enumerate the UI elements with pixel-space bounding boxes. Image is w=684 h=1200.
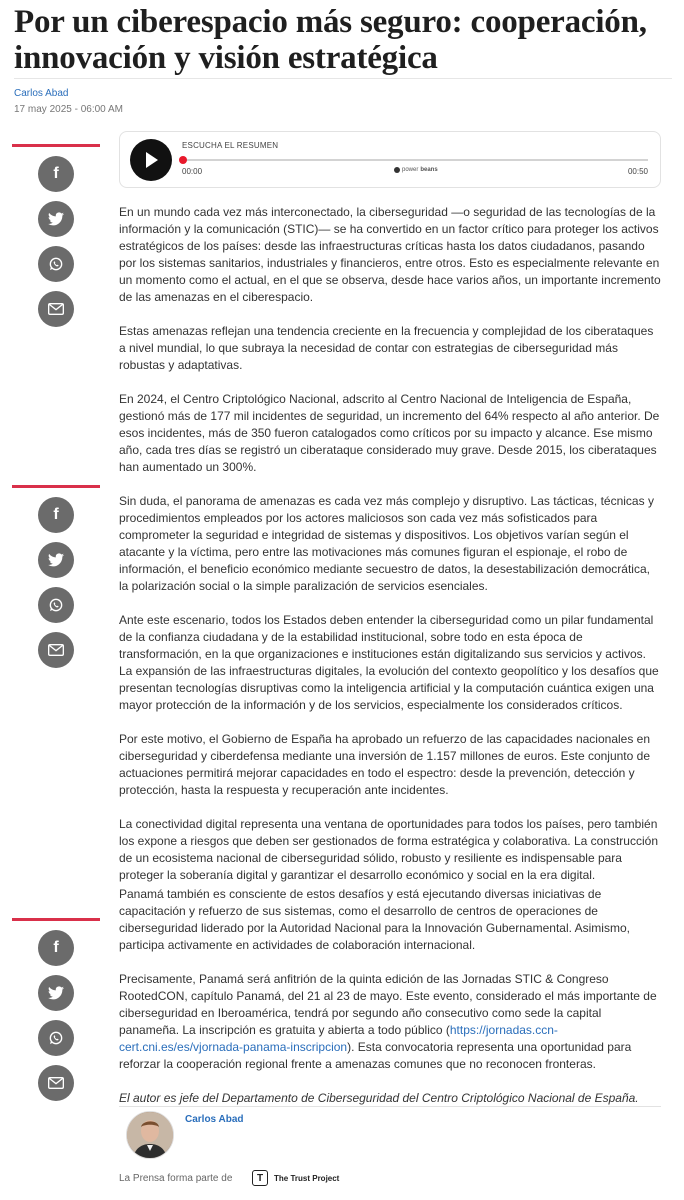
powerbeans-logo-icon — [394, 167, 400, 173]
progress-track[interactable] — [182, 159, 648, 161]
author-photo-icon — [127, 1112, 173, 1158]
article-paragraph: Ante este escenario, todos los Estados deben entender la ciberseguridad como un pilar fundamental de la confianza ciudadana y de la estabilidad institucional, sobre todo en esta época de transformación, en la que organizaciones e instituciones están digitalizando sus servicios y activos. La expansión de las infraestructuras digitales, la evolución del contexto geopolítico y los desafíos que presentan tecnologías disruptivas como la inteligencia artificial y la computación cuántica exigen una mayor protección de la información y de los servicios, especialmente los considerados críticos. — [119, 613, 659, 712]
title-divider — [14, 78, 672, 79]
whatsapp-icon — [48, 597, 64, 613]
twitter-icon — [48, 212, 64, 226]
article-paragraph — [119, 971, 661, 1073]
share-divider — [12, 144, 100, 147]
share-divider — [12, 918, 100, 921]
email-share-button[interactable] — [38, 632, 74, 668]
email-icon — [48, 1077, 64, 1089]
whatsapp-share-button[interactable] — [38, 1020, 74, 1056]
share-bar — [12, 144, 100, 327]
audio-player — [119, 131, 661, 188]
trust-project-link[interactable] — [252, 1170, 339, 1186]
progress-knob[interactable] — [179, 156, 187, 164]
share-divider — [12, 485, 100, 488]
article-body — [119, 204, 661, 1107]
whatsapp-icon — [48, 256, 64, 272]
powered-brand: beans — [420, 167, 438, 173]
twitter-icon — [48, 553, 64, 567]
play-button[interactable] — [130, 139, 172, 181]
bio-divider — [119, 1106, 661, 1107]
facebook-share-button[interactable] — [38, 156, 74, 192]
twitter-share-button[interactable] — [38, 542, 74, 578]
email-icon — [48, 644, 64, 656]
play-icon — [143, 151, 159, 169]
article-paragraph: En un mundo cada vez más interconectado, la ciberseguridad —o seguridad de las tecnologías de la información y la comunicación (STIC)— se ha convertido en un factor crítico para proteger los activos estratégicos de los países: desde las infraestructuras críticas hasta los datos ciudadanos, pasando por los sistemas sanitarios, industriales y financieros, entre otros. Esto es especialmente relevante en un momento como el actual, en el que se observa, desde hace varios años, un importante incremento de las amenazas en el ciberespacio. — [119, 205, 661, 304]
footer-text: La Prensa forma parte de — [119, 1173, 233, 1184]
twitter-share-button[interactable] — [38, 201, 74, 237]
whatsapp-share-button[interactable] — [38, 587, 74, 623]
article-paragraph: Panamá también es consciente de estos desafíos y está ejecutando diversas iniciativas de capacitación y refuerzo de sus sistemas, como el desarrollo de centros de operaciones de ciberseguridad liderado por la Autoridad Nacional para la Innovación Gubernamental. Asimismo, participa activamente en actividades de colaboración internacional. — [119, 887, 630, 952]
article-paragraph: Estas amenazas reflejan una tendencia creciente en la frecuencia y complejidad de los ciberataques a nivel mundial, lo que subraya la necesidad de contar con estrategias de ciberseguridad más robustas y adaptativas. — [119, 324, 654, 372]
twitter-share-button[interactable] — [38, 975, 74, 1011]
player-label: ESCUCHA EL RESUMEN — [182, 141, 279, 150]
total-time: 00:50 — [627, 167, 648, 176]
page-title: Por un ciberespacio más seguro: cooperación, innovación y visión estratégica — [14, 4, 647, 76]
email-share-button[interactable] — [38, 291, 74, 327]
article-paragraph: Por este motivo, el Gobierno de España ha aprobado un refuerzo de las capacidades nacionales en ciberseguridad y ciberdefensa mediante una inversión de 1.157 millones de euros. Este conjunto de actuaciones permitirá mejorar capacidades en todo el espectro: desde la prevención, detección y protección, hasta la respuesta y recuperación ante incidentes. — [119, 732, 651, 797]
trust-project-name: The Trust Project — [274, 1173, 340, 1183]
share-bar — [12, 918, 100, 1101]
author-link[interactable]: Carlos Abad — [14, 88, 69, 99]
email-icon — [48, 303, 64, 315]
facebook-icon: f — [53, 165, 59, 182]
trust-project-logo-icon: T — [252, 1170, 268, 1186]
paragraph-text: Precisamente, Panamá será anfitrión de la quinta edición de las Jornadas STIC & Congreso RootedCON, capítulo Panamá, del 21 al 23 de mayo. Este evento, considerado el más importante de ciberseguridad en Iberoamérica, tendrá por segundo año consecutivo como sede la capital panameña. La inscripción es gratuita y abierta a todo público ( — [119, 972, 657, 1037]
avatar[interactable] — [126, 1111, 174, 1159]
whatsapp-share-button[interactable] — [38, 246, 74, 282]
article-paragraph: Sin duda, el panorama de amenazas es cada vez más complejo y disruptivo. Las tácticas, técnicas y procedimientos empleados por los actores maliciosos son cada vez más sofisticados para comprometer la seguridad e integridad de sistemas y dispositivos. Los objetivos varían según el atacante y la víctima, pero entre las motivaciones más comunes figuran el espionaje, el robo de información, el beneficio económico mediante secuestro de datos, la desestabilización democrática, la polarización social o la simple paralización de servicios esenciales. — [119, 494, 654, 593]
facebook-share-button[interactable] — [38, 930, 74, 966]
registration-link[interactable]: https://jornadas.ccn-cert.cni.es/es/vjornada-panama-inscripcion — [119, 1023, 558, 1054]
whatsapp-icon — [48, 1030, 64, 1046]
facebook-share-button[interactable] — [38, 497, 74, 533]
facebook-icon: f — [53, 506, 59, 523]
facebook-icon: f — [53, 939, 59, 956]
current-time: 00:00 — [182, 167, 203, 176]
share-bar — [12, 485, 100, 668]
article-paragraph: La conectividad digital representa una ventana de oportunidades para todos los países, pero también los expone a riesgos que deben ser gestionados de forma estratégica y colaborativa. La construcción de un ecosistema nacional de ciberseguridad sólido, robusto y resiliente es indispensable para proteger la soberanía digital y garantizar el desarrollo económico y social en la era digital. — [119, 817, 658, 882]
article-paragraph: En 2024, el Centro Criptológico Nacional, adscrito al Centro Nacional de Inteligencia de España, gestionó más de 177 mil incidentes de seguridad, un incremento del 64% respecto al año anterior. De esos incidentes, más de 350 fueron catalogados como críticos por su impacto y alcance. Ese mismo año, cada tres días se registró un ciberataque considerado muy grave. Desde 2015, los ciberataques han aumentado un 300%. — [119, 392, 660, 474]
publish-date: 17 may 2025 - 06:00 AM — [14, 104, 123, 115]
email-share-button[interactable] — [38, 1065, 74, 1101]
powered-prefix: power — [402, 167, 419, 173]
powered-by — [394, 167, 438, 173]
twitter-icon — [48, 986, 64, 1000]
bio-author-name[interactable]: Carlos Abad — [185, 1114, 244, 1125]
paragraph-text: ). Esta convocatoria representa una oportunidad para reforzar la cooperación regional frente a amenazas comunes que no reconocen fronteras. — [119, 1040, 632, 1071]
author-note: El autor es jefe del Departamento de Ciberseguridad del Centro Criptológico Nacional de España. — [119, 1091, 639, 1105]
